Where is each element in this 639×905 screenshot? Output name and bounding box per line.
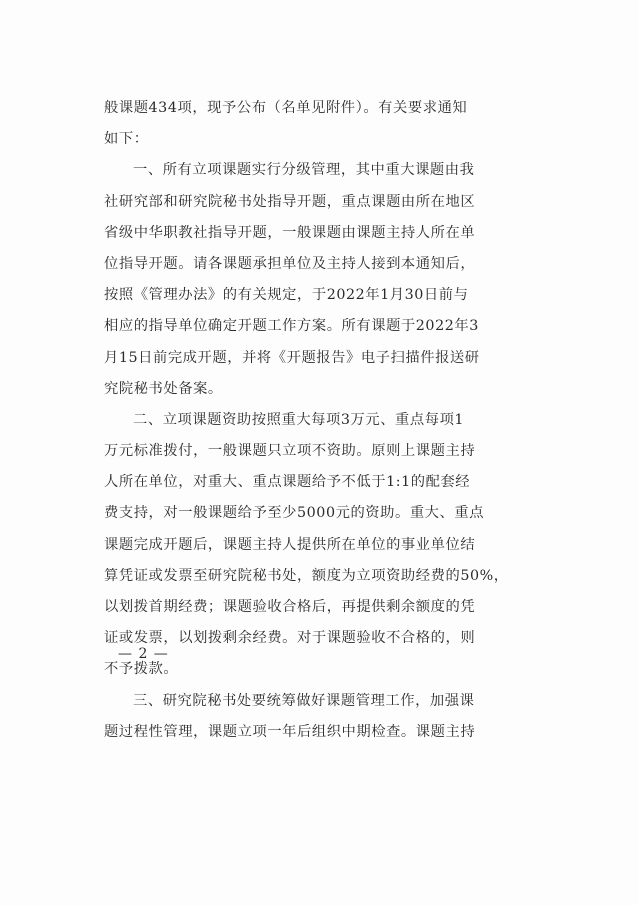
text-line: 般课题434项，现予公布（名单见附件）。有关要求通知 xyxy=(104,100,468,116)
text-line: 相应的指导单位确定开题工作方案。所有课题于2022年3 xyxy=(104,318,479,335)
text-line: 社研究部和研究院秘书处指导开题，重点课题由所在地区 xyxy=(104,193,476,210)
text-line: 三、研究院秘书处要统筹做好课题管理工作，加强课 xyxy=(133,692,475,709)
text-line: 位指导开题。请各课题承担单位及主持人接到本通知后， xyxy=(104,255,476,272)
text-line: 万元标准拨付，一般课题只立项不资助。原则上课题主持 xyxy=(104,443,476,460)
text-line: 省级中华职教社指导开题，一般课题由课题主持人所在单 xyxy=(104,224,476,241)
text-line: 题过程性管理，课题立项一年后组织中期检查。课题主持 xyxy=(104,723,476,740)
body-text xyxy=(104,93,544,748)
text-line: 如下： xyxy=(104,131,149,148)
text-line: 证或发票，以划拨剩余经费。对于课题验收不合格的，则 xyxy=(104,630,476,647)
text-line: 以划拨首期经费；课题验收合格后，再提供剩余额度的凭 xyxy=(104,599,476,615)
text-line: 月15日前完成开题，并将《开题报告》电子扫描件报送研 xyxy=(104,349,480,366)
text-line: 一、所有立项课题实行分级管理，其中重大课题由我 xyxy=(133,162,475,179)
text-line: 二、立项课题资助按照重大每项3万元、重点每项1 xyxy=(133,411,465,428)
text-line: 不予拨款。 xyxy=(104,661,179,678)
text-line: 算凭证或发票至研究院秘书处，额度为立项资助经费的50%， xyxy=(104,567,509,584)
text-line: 人所在单位，对重大、重点课题给予不低于1:1的配套经 xyxy=(104,474,471,491)
text-line: 按照《管理办法》的有关规定，于2022年1月30日前与 xyxy=(104,287,469,304)
text-line: 费支持，对一般课题给予至少5000元的资助。重大、重点 xyxy=(104,505,485,522)
text-line: 课题完成开题后，课题主持人提供所在单位的事业单位结 xyxy=(104,536,476,553)
text-line: 究院秘书处备案。 xyxy=(104,380,223,397)
page-number: — 2 — xyxy=(118,646,169,662)
